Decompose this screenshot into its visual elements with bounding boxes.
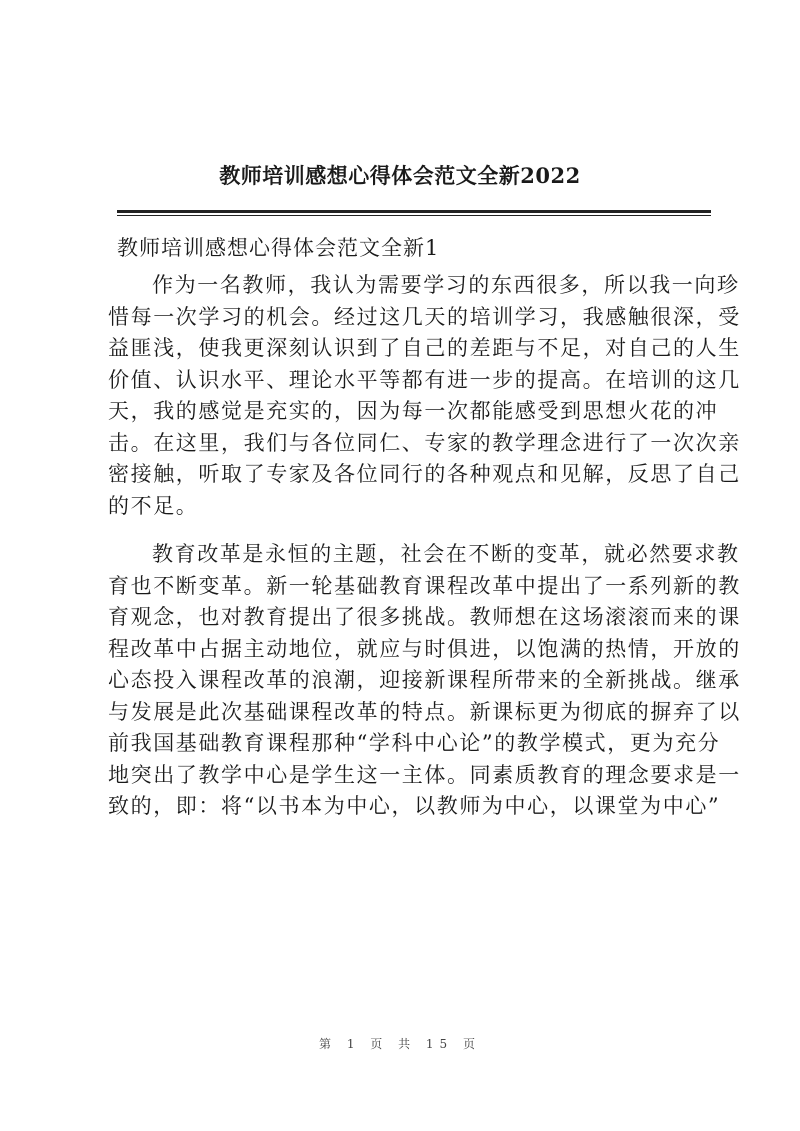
paragraph-2 [108, 539, 741, 823]
paragraph-line: 育观念，也对教育提出了很多挑战。教师想在这场滚滚而来的课 [108, 605, 741, 629]
paragraph-line: 天，我的感觉是充实的，因为每一次都能感受到思想火花的冲 [108, 399, 719, 423]
title-rule-thick [117, 210, 711, 213]
paragraph-line: 与发展是此次基础课程改革的特点。新课标更为彻底的摒弃了以 [108, 699, 741, 724]
paragraph-line: 益匪浅，使我更深刻认识到了自己的差距与不足，对自己的人生 [108, 336, 741, 360]
document-body [108, 270, 741, 840]
page-footer: 第 1 页 共 15 页 [319, 1037, 481, 1051]
paragraph-line: 价值、认识水平、理论水平等都有进一步的提高。在培训的这几 [108, 367, 741, 392]
page-title: 教师培训感想心得体会范文全新2022 [219, 163, 581, 188]
paragraph-line: 致的，即：将“以书本为中心，以教师为中心，以课堂为中心” [108, 794, 721, 818]
paragraph-line: 惜每一次学习的机会。经过这几天的培训学习，我感触很深，受 [108, 304, 741, 329]
paragraph-line: 教育改革是永恒的主题，社会在不断的变革，就必然要求教 [152, 542, 740, 566]
paragraph-line: 育也不断变革。新一轮基础教育课程改革中提出了一系列新的教 [108, 573, 741, 598]
paragraph-line: 击。在这里，我们与各位同仁、专家的教学理念进行了一次次亲 [108, 430, 741, 455]
paragraph-line: 作为一名教师，我认为需要学习的东西很多，所以我一向珍 [152, 273, 740, 297]
paragraph-line: 程改革中占据主动地位，就应与时俱进，以饱满的热情，开放的 [108, 636, 741, 661]
title-rule-thin [117, 215, 711, 216]
paragraph-line: 心态投入课程改革的浪潮，迎接新课程所带来的全新挑战。继承 [108, 668, 741, 692]
paragraph-line: 地突出了教学中心是学生这一主体。同素质教育的理念要求是一 [108, 762, 741, 787]
paragraph-line: 的不足。 [108, 493, 199, 518]
paragraph-line: 密接触，听取了专家及各位同行的各种观点和见解，反思了自己 [108, 462, 741, 486]
section-subtitle: 教师培训感想心得体会范文全新1 [117, 236, 440, 260]
paragraph-1 [108, 270, 741, 522]
paragraph-line: 前我国基础教育课程那种“学科中心论”的教学模式，更为充分 [108, 731, 721, 755]
